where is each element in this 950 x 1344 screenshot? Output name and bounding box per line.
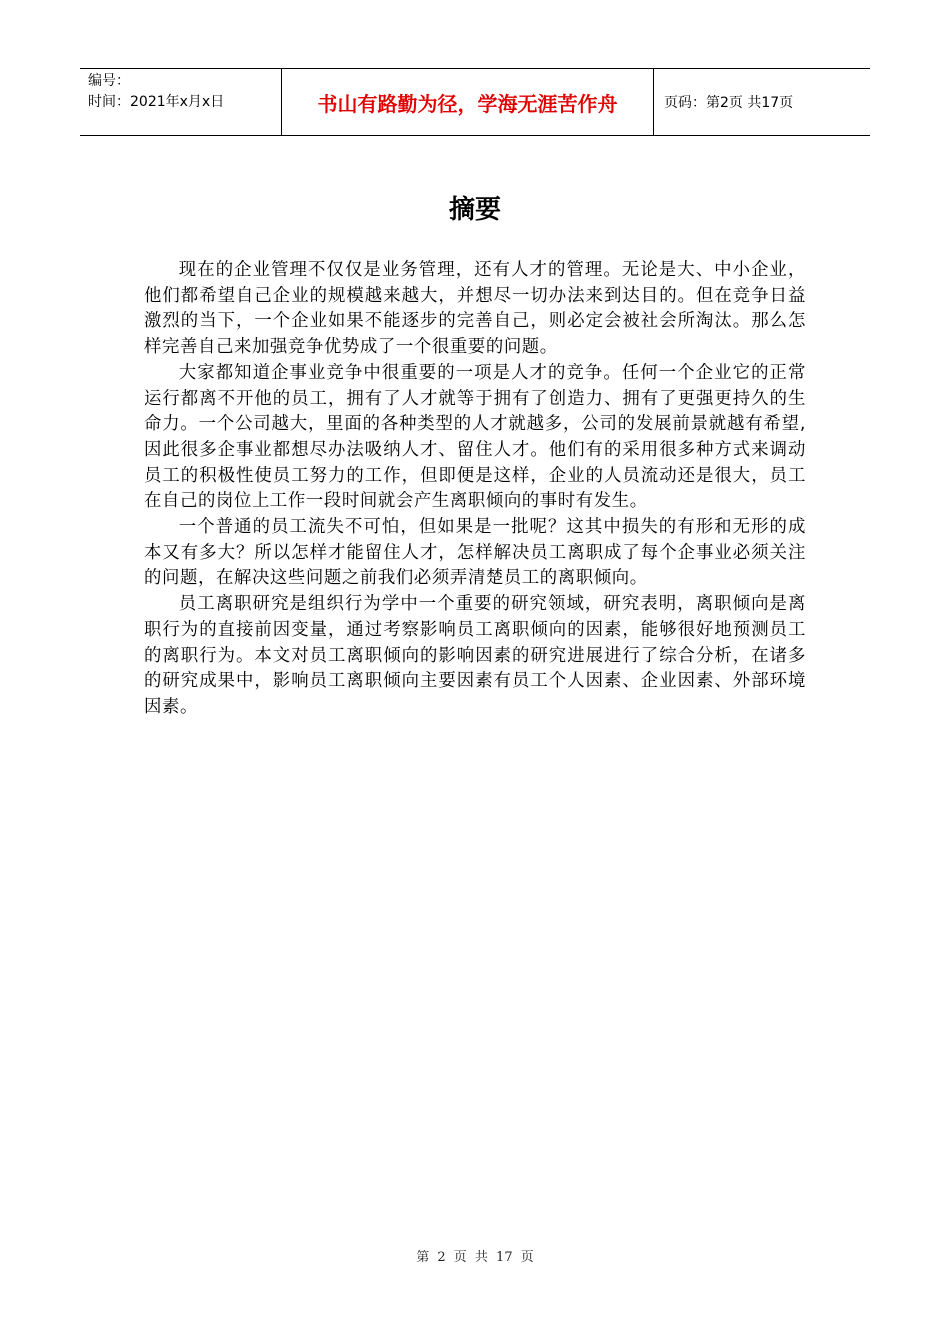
document-number-label: 编号： [88,73,130,89]
document-date: 时间：2021年x月x日 [88,94,225,110]
paragraph: 现在的企业管理不仅仅是业务管理，还有人才的管理。无论是大、中小企业，他们都希望自己企业的规模越来越大，并想尽一切办法来到达目的。但在竞争日益激烈的当下，一个企业如果不能逐步的完善自己，则必定会被社会所淘汰。那么怎样完善自己来加强竞争优势成了一个很重要的问题。 [144,260,806,358]
page-footer: 第 2 页 共 17 页 [416,1250,534,1265]
header-meta [80,69,281,135]
document-header [80,68,870,136]
header-page-info: 页码：第2页 共17页 [664,95,794,111]
abstract-body [144,258,806,721]
paragraph: 员工离职研究是组织行为学中一个重要的研究领域，研究表明，离职倾向是离职行为的直接前因变量，通过考察影响员工离职倾向的因素，能够很好地预测员工的离职行为。本文对员工离职倾向的影响因素的研究进展进行了综合分析，在诸多的研究成果中，影响员工离职倾向主要因素有员工个人因素、企业因素、外部环境因素。 [144,594,806,717]
paragraph: 大家都知道企事业竞争中很重要的一项是人才的竞争。任何一个企业它的正常运行都离不开他的员工，拥有了人才就等于拥有了创造力、拥有了更强更持久的生命力。一个公司越大，里面的各种类型的人才就越多，公司的发展前景就越有希望,因此很多企事业都想尽办法吸纳人才、留住人才。他们有的采用很多种方式来调动员工的积极性使员工努力的工作，但即便是这样，企业的人员流动还是很大，员工在自己的岗位上工作一段时间就会产生离职倾向的事时有发生。 [144,362,806,512]
header-motto: 书山有路勤为径，学海无涯苦作舟 [281,69,654,135]
paragraph: 一个普通的员工流失不可怕，但如果是一批呢？这其中损失的有形和无形的成本又有多大？所以怎样才能留住人才，怎样解决员工离职成了每个企事业必须关注的问题，在解决这些问题之前我们必须弄清楚员工的离职倾向。 [144,517,806,589]
page-title: 摘要 [448,195,501,225]
